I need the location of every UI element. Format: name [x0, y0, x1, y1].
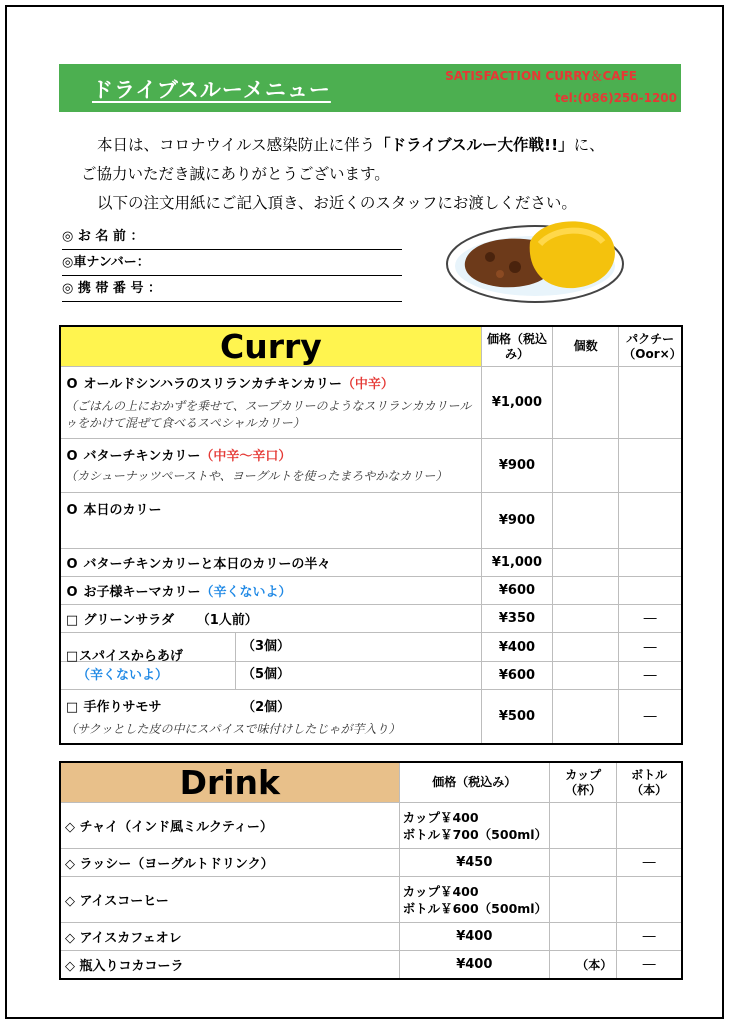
item-name: バターチキンカリー [83, 449, 201, 464]
cilantro-column-header: パクチー（Oor×） [619, 326, 682, 367]
item-name: お子様キーマカリー [83, 585, 201, 600]
item-price: ¥600 [481, 577, 552, 605]
drink-name: ◇ ラッシー（ヨーグルトドリンク） [60, 849, 399, 877]
drink-name: ◇ アイスコーヒー [60, 877, 399, 923]
item-name: 手作りサモサ [83, 700, 162, 715]
table-row [60, 493, 682, 549]
phone-field-label: ◎ 携 帯 番 号 ： [62, 281, 161, 296]
name-field-label: ◎ お 名 前 ： [62, 229, 144, 244]
table-row [60, 439, 682, 493]
item-name: バターチキンカリーと本日のカリーの半々 [83, 557, 331, 572]
intro-event-name: 「ドライブスルー大作戦!!」 [375, 136, 574, 154]
shop-name: SATISFACTION CURRY＆CAFE [445, 69, 637, 83]
circle-mark-icon: O [66, 377, 78, 392]
phone-field[interactable] [62, 279, 402, 302]
drink-name: ◇ チャイ（インド風ミルクティー） [60, 803, 399, 849]
car-number-field-label: ◎車ナンバー： [62, 255, 150, 270]
cilantro-cell: ― [619, 633, 682, 662]
drink-price: ¥400 [399, 951, 549, 979]
item-price: ¥400 [481, 633, 552, 662]
item-price: ¥350 [481, 605, 552, 633]
bottle-column-header: ボトル（本） [617, 762, 682, 803]
table-row [60, 951, 682, 979]
quantity-cell[interactable] [553, 549, 619, 577]
checkbox-icon: □ [65, 613, 79, 628]
cup-price: カップ￥400 [402, 809, 479, 825]
table-row [60, 690, 682, 744]
item-description: （ごはんの上におかずを乗せて、スープカリーのようなスリランカカリールゥをかけて混ぜて食べるスペシャルカリー） [65, 399, 472, 430]
table-row [60, 549, 682, 577]
quantity-cell[interactable] [553, 493, 619, 549]
cilantro-cell[interactable] [619, 439, 682, 493]
cup-quantity-cell[interactable] [550, 803, 617, 849]
table-row [60, 849, 682, 877]
cilantro-cell: ― [619, 690, 682, 744]
shop-phone: tel:(086)250-1200 [554, 91, 677, 105]
drink-price [399, 877, 549, 923]
drink-name: ◇ 瓶入りコカコーラ [60, 951, 399, 979]
item-description: （サクッとした皮の中にスパイスで味付けしたじゃが芋入り） [65, 722, 401, 736]
drink-menu-table [59, 761, 683, 980]
drink-name: ◇ アイスカフェオレ [60, 923, 399, 951]
item-name: 本日のカリー [83, 503, 162, 518]
item-description: （カシューナッツペーストや、ヨーグルトを使ったまろやかなカリー） [65, 469, 448, 483]
item-portion: （5個） [242, 667, 291, 682]
page-title: ドライブスルーメニュー [92, 78, 331, 102]
item-price: ¥1,000 [481, 549, 552, 577]
cilantro-cell: ― [619, 662, 682, 690]
bottle-quantity-cell[interactable] [617, 877, 682, 923]
bottle-price: ボトル￥700（500ml） [402, 826, 548, 842]
item-name: グリーンサラダ [83, 613, 175, 628]
drink-price-column-header: 価格（税込み） [399, 762, 549, 803]
checkbox-icon: □ [65, 700, 79, 715]
quantity-cell[interactable] [553, 577, 619, 605]
spice-level: （中辛） [341, 377, 394, 392]
item-price: ¥500 [481, 690, 552, 744]
cup-quantity-cell[interactable] [550, 877, 617, 923]
intro-line-2: ご協力いただき誠にありがとうございます。 [81, 165, 390, 183]
item-price: ¥600 [481, 662, 552, 690]
item-price: ¥900 [481, 493, 552, 549]
spice-level: （中辛～辛口） [200, 449, 292, 464]
quantity-cell[interactable] [553, 662, 619, 690]
table-row [60, 923, 682, 951]
item-name: スパイスからあげ [79, 649, 183, 664]
header-banner [59, 64, 681, 112]
table-row [60, 633, 682, 662]
cilantro-cell[interactable] [619, 493, 682, 549]
intro-line-1a: 本日は、コロナウイルス感染防止に伴う [97, 136, 376, 154]
spice-level: （辛くないよ） [200, 585, 292, 600]
cup-quantity-cell[interactable] [550, 849, 617, 877]
cup-column-header: カップ（杯） [550, 762, 617, 803]
curry-rice-illustration [445, 212, 627, 312]
intro-line-1c: に、 [573, 136, 605, 154]
quantity-cell[interactable] [553, 605, 619, 633]
quantity-cell[interactable] [553, 690, 619, 744]
curry-menu-table [59, 325, 683, 745]
table-row [60, 577, 682, 605]
item-portion: （1人前） [196, 613, 258, 628]
spice-level: （辛くないよ） [77, 668, 169, 683]
curry-category-header: Curry [60, 326, 481, 367]
quantity-cell[interactable] [553, 367, 619, 439]
item-name: オールドシンハラのスリランカチキンカリー [83, 377, 342, 392]
bottle-quantity-cell[interactable] [617, 803, 682, 849]
intro-text [67, 131, 687, 218]
item-price: ¥1,000 [481, 367, 552, 439]
intro-line-3: 以下の注文用紙にご記入頂き、お近くのスタッフにお渡しください。 [97, 194, 577, 212]
circle-mark-icon: O [66, 503, 78, 518]
quantity-cell[interactable] [553, 633, 619, 662]
item-price: ¥900 [481, 439, 552, 493]
table-row [60, 367, 682, 439]
cilantro-cell: ― [619, 605, 682, 633]
circle-mark-icon: O [66, 449, 78, 464]
circle-mark-icon: O [66, 585, 78, 600]
drink-category-header: Drink [60, 762, 399, 803]
bottle-quantity-cell: ― [617, 923, 682, 951]
table-row [60, 605, 682, 633]
item-portion: （2個） [242, 700, 291, 715]
item-portion: （3個） [236, 633, 481, 662]
drink-price: ¥400 [399, 923, 549, 951]
quantity-column-header: 個数 [553, 326, 619, 367]
drink-price [399, 803, 549, 849]
menu-sheet [5, 5, 724, 1019]
quantity-cell[interactable] [553, 439, 619, 493]
cup-quantity-cell[interactable] [550, 923, 617, 951]
cilantro-cell[interactable] [619, 577, 682, 605]
drink-price: ¥450 [399, 849, 549, 877]
bottle-quantity-cell: ― [617, 951, 682, 979]
table-row [60, 877, 682, 923]
name-field[interactable] [62, 227, 402, 250]
table-row [60, 803, 682, 849]
checkbox-icon: □ [65, 649, 79, 664]
price-column-header: 価格（税込み） [481, 326, 552, 367]
cup-quantity-cell[interactable]: （本） [550, 951, 617, 979]
car-number-field[interactable] [62, 253, 402, 276]
cilantro-cell[interactable] [619, 549, 682, 577]
circle-mark-icon: O [66, 557, 78, 572]
cilantro-cell[interactable] [619, 367, 682, 439]
bottle-quantity-cell: ― [617, 849, 682, 877]
cup-price: カップ￥400 [402, 883, 479, 899]
bottle-price: ボトル￥600（500ml） [402, 900, 548, 916]
